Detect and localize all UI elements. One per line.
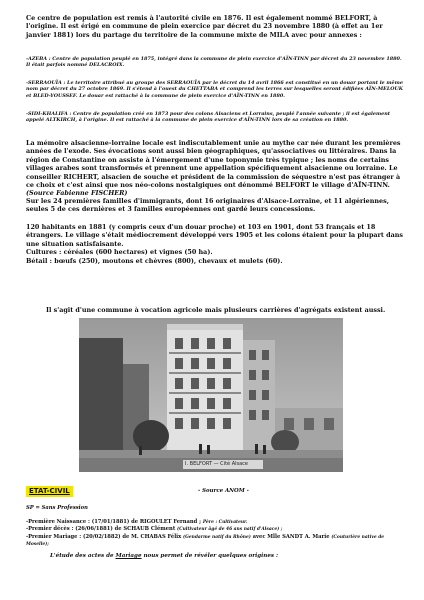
entry-label: -Premier décès : [26, 526, 76, 533]
entry-label: -Premier Mariage : [26, 533, 84, 540]
stats-text: 120 habitants en 1881 (y compris ceux d'un douar proche) et 103 en 1901, dont 53 français et 18 étrangers. Le village s'était médiocrement développé vers 1905 et les colons étaient pour la plupart dans une situation satisfaisante. [26, 223, 403, 248]
memory-text: La mémoire alsacienne-lorraine locale est indiscutablement unie au mythe car née durant les premières années de l'exode. Ses évocations sont aussi bien géographiques, qu'associatives ou littéraires. Dans la région de Constantine on assiste à l'émergement d'une toponymie très typique ; les noms de certains villages arabes sont transformés et prennent une appellation spécifiquement alsacienne ou lorraine. Le conseiller RICHERT, alsacien de souche et président de la commission de séquestre n'est pas étranger à ce choix et c'est ainsi que nos néo-colons nostalgiques ont dénommé BELFORT le village d'AÏN-TINN. [26, 139, 401, 190]
cultures-text: Cultures : céréales (600 hectares) et vignes (50 ha). [26, 248, 213, 257]
list-item [26, 526, 404, 533]
etat-civil-label: ETAT-CIVIL [26, 486, 73, 497]
photo-illustration [79, 318, 343, 472]
memory-paragraph [26, 139, 404, 198]
entry-note: Père : Cultivateur. [202, 520, 248, 525]
etat-civil-header [26, 486, 404, 498]
stats-paragraph [26, 223, 404, 265]
annex-serraouia: -SERRAOUÏA : Le territoire attribué au groupe des SERRAOUÏA par le décret du 14 avril 1866 est constitué en un douar portant le même nom par décret du 27 octobre 1869. Il s'étend à l'ouest du CHETTABA et comprend les terres sur lesquelles seront édifiées AÏN-MELOUK et BLED-YOUSSEF. Le douar est rattaché à la commune de plein exercice d'AÏN-TINN en 1880. [26, 80, 404, 99]
entry-value: (26/06/1881) de SCHAUB Clément [75, 526, 178, 533]
etat-civil-entries [26, 519, 404, 548]
annex-azeba: -AZEBA : Centre de population peuplé en 1875, intégré dans la commune de plein exercice d'AÏN-TINN par décret du 23 novembre 1880. Il était parfois nommé DELACROIX. [26, 56, 402, 69]
entry-label: -Première Naissance : [26, 519, 92, 525]
entry-note: (Cultivateur âgé de 46 ans natif d'Alsace) ; [177, 527, 283, 533]
livestock-text: Bétail : bœufs (250), moutons et chèvres (800), chevaux et mulets (60). [26, 256, 283, 265]
entry-value-2: avec Mlle SANDT A. Marie [250, 533, 332, 540]
agri-paragraph: Il s'agit d'une commune à vocation agricole mais plusieurs carrières d'agrégats existent aussi. [46, 306, 386, 314]
etude-pre: L'étude des actes de [50, 553, 116, 559]
sp-legend: SP = Sans Profession [26, 505, 88, 511]
etude-post: nous permet de révéler quelques origines : [141, 553, 279, 559]
belfort-photo [79, 318, 343, 472]
entry-value: (17/01/1881) de RIGOULET Fernand ; [91, 519, 203, 525]
entry-note: (Gendarme natif du Rhône) [183, 534, 251, 540]
memory-source: (Source Fabienne FISCHER) [26, 189, 128, 198]
intro-paragraph: Ce centre de population est remis à l'autorité civile en 1876. Il est également nommé BELFORT, à l'origine. Il est érigé en commune de plein exercice par décret du 23 novembre 1880 (à effet au 1er janvier 1881) lors du partage du territoire de la commune mixte de MILA avec pour annexes : [26, 14, 383, 39]
annex-sidi-khalifa: -SIDI-KHALIFA : Centre de population créé en 1873 pour des colons Alsaciens et Lorrains, peuplé l'année suivante ; il est également appelé ALTKIRCH, à l'origine. Il est rattaché à la commune de plein exercice d'AÏN-TINN lors de sa création en 1880. [26, 111, 391, 124]
families-paragraph: Sur les 24 premières familles d'immigrants, dont 16 originaires d'Alsace-Lorraine, et 11 algériennes, seules 5 de ces dernières et 3 familles européennes ont gardé leurs concessions. [26, 197, 389, 214]
mariage-link[interactable]: Mariage [115, 553, 142, 559]
photo-caption: I. BELFORT — Cité Alsace [185, 461, 248, 467]
etude-line [50, 552, 404, 560]
etat-civil-source: - Source ANOM - [198, 488, 249, 494]
list-item [26, 534, 404, 549]
entry-value: (20/02/1882) de M. CHABAS Félix [83, 533, 184, 540]
entry-note-2: (Couturière native de Moselle); [26, 534, 385, 547]
